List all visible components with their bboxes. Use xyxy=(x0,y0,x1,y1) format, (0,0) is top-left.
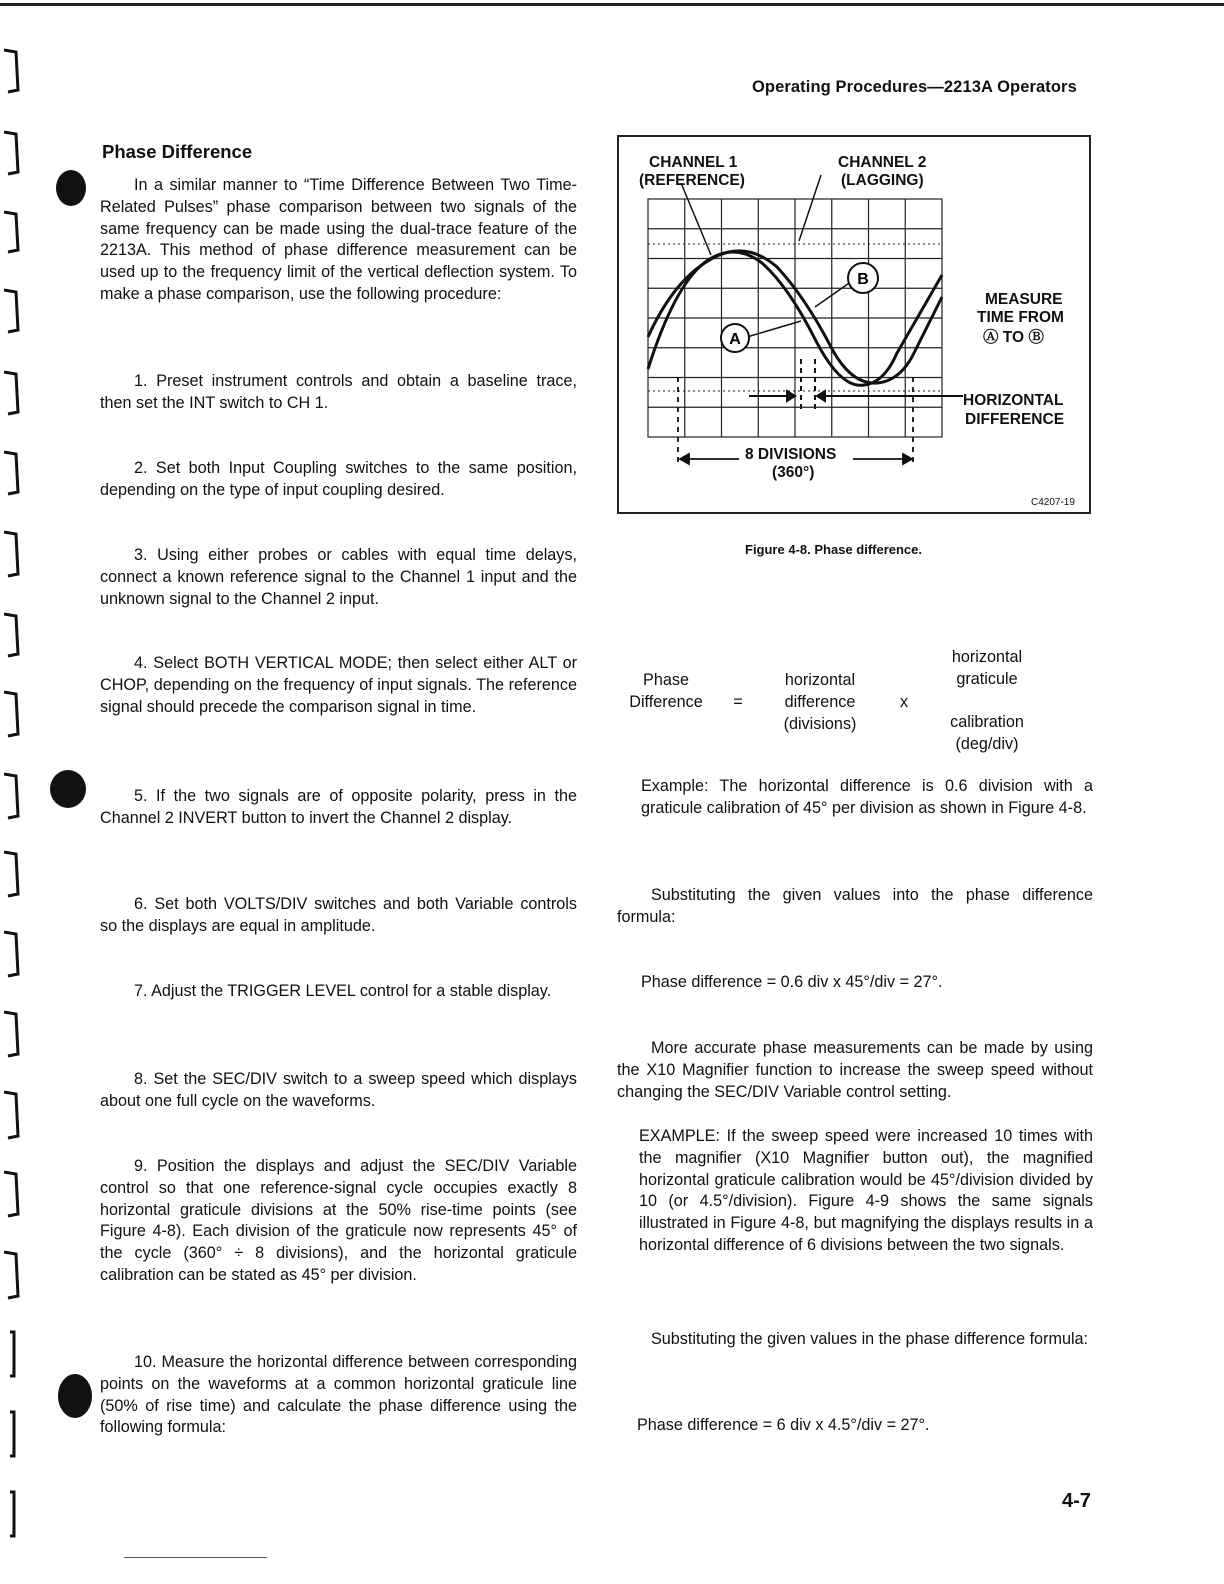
result-2: Phase difference = 6 div x 4.5°/div = 27°. xyxy=(637,1416,930,1434)
point-b-label: B xyxy=(857,271,869,288)
formula-term1 xyxy=(770,669,870,735)
formula-term1-line3: (divisions) xyxy=(783,715,857,733)
measure-line1: MEASURE xyxy=(985,291,1063,308)
formula-lhs xyxy=(620,669,712,713)
formula-lhs-line2: Difference xyxy=(629,693,703,711)
formula-term2-line4: (deg/div) xyxy=(955,735,1019,753)
binder-brackets-icon xyxy=(0,0,40,1584)
result-1: Phase difference = 0.6 div x 45°/div = 27°. xyxy=(641,973,943,991)
substitution-paragraph-2: Substituting the given values in the phase difference formula: xyxy=(651,1330,1089,1348)
step-5: 5. If the two signals are of opposite polarity, press in the Channel 2 INVERT button to invert the Channel 2 display. xyxy=(100,787,577,827)
ch2-label-line1: CHANNEL 2 xyxy=(838,154,927,171)
ch1-label-line2: (REFERENCE) xyxy=(639,172,745,189)
step-3: 3. Using either probes or cables with equal time delays, connect a known reference signal to the Channel 1 input and the unknown signal to the Channel 2 input. xyxy=(100,546,577,608)
figure-4-8 xyxy=(617,135,1091,514)
punch-hole xyxy=(56,170,86,206)
example-paragraph: Example: The horizontal difference is 0.6 division with a graticule calibration of 45° per division as shown in Figure 4-8. xyxy=(641,777,1093,817)
step-9: 9. Position the displays and adjust the SEC/DIV Variable control so that one reference-signal cycle occupies exactly 8 horizontal graticule divisions at the 50% rise-time points (see Figure 4-8). Each division of the graticule now represents 45° of the cycle (360° ÷ 8 divisions), and the horizontal graticule calibration can be stated as 45° per division. xyxy=(100,1157,577,1284)
formula-times: x xyxy=(899,693,909,711)
magnifier-paragraph: More accurate phase measurements can be made by using the X10 Magnifier function to increase the sweep speed without changing the SEC/DIV Variable control setting. xyxy=(617,1039,1093,1101)
divisions-line2: (360°) xyxy=(772,464,815,481)
step-2: 2. Set both Input Coupling switches to the same position, depending on the type of input coupling desired. xyxy=(100,459,577,499)
formula-term1-line1: horizontal xyxy=(784,671,856,689)
figure-code: C4207-19 xyxy=(1031,497,1075,508)
magnifier-example: EXAMPLE: If the sweep speed were increased 10 times with the magnifier (X10 Magnifier button out), the magnified horizontal graticule calibration would be 45°/division divided by 10 (or 4.5°/division). Figure 4-9 shows the same signals illustrated in Figure 4-8, but magnifying the displays results in a horizontal difference of 6 divisions between the two signals. xyxy=(639,1127,1093,1254)
step-6: 6. Set both VOLTS/DIV switches and both Variable controls so the displays are equal in amplitude. xyxy=(100,895,577,935)
formula-term2-line2: graticule xyxy=(956,670,1018,688)
formula-equals: = xyxy=(733,693,743,711)
hdiff-line2: DIFFERENCE xyxy=(965,411,1065,428)
formula-term2-line3: calibration xyxy=(950,713,1024,731)
formula-term2 xyxy=(934,646,1040,755)
divisions-line1: 8 DIVISIONS xyxy=(745,446,837,463)
formula-lhs-line1: Phase xyxy=(643,671,689,689)
running-header: Operating Procedures—2213A Operators xyxy=(752,78,1077,96)
phase-difference-diagram xyxy=(619,137,1089,512)
step-1: 1. Preset instrument controls and obtain a baseline trace, then set the INT switch to CH 1. xyxy=(100,372,577,412)
top-rule xyxy=(0,0,1224,10)
section-title: Phase Difference xyxy=(102,141,253,162)
ch1-label-line1: CHANNEL 1 xyxy=(649,154,738,171)
hdiff-line1: HORIZONTAL xyxy=(963,392,1064,409)
intro-paragraph: In a similar manner to “Time Difference Between Two Time-Related Pulses” phase comparison between two signals of the same frequency can be made using the dual-trace feature of the 2213A. This method of phase difference measurement can be used up to the frequency limit of the vertical deflection system. To make a phase comparison, use the following procedure: xyxy=(100,176,577,303)
ch2-label-line2: (LAGGING) xyxy=(841,172,924,189)
step-4: 4. Select BOTH VERTICAL MODE; then select either ALT or CHOP, depending on the frequency of input signals. The reference signal should precede the comparison signal in time. xyxy=(100,654,577,716)
page-number: 4-7 xyxy=(1062,1490,1091,1512)
measure-line3: Ⓐ TO Ⓑ xyxy=(983,329,1044,346)
footer-rule xyxy=(124,1557,267,1558)
punch-hole xyxy=(58,1374,92,1418)
measure-line2: TIME FROM xyxy=(977,309,1064,326)
step-7: 7. Adjust the TRIGGER LEVEL control for a stable display. xyxy=(134,982,552,1000)
figure-caption: Figure 4-8. Phase difference. xyxy=(745,542,923,557)
formula-term1-line2: difference xyxy=(784,693,856,711)
substitution-paragraph-1: Substituting the given values into the phase difference formula: xyxy=(617,886,1093,926)
point-a-label: A xyxy=(729,331,741,348)
step-8: 8. Set the SEC/DIV switch to a sweep speed which displays about one full cycle on the waveforms. xyxy=(100,1070,577,1110)
formula-term2-line1: horizontal xyxy=(951,648,1023,666)
step-10: 10. Measure the horizontal difference between corresponding points on the waveforms at a common horizontal graticule line (50% of rise time) and calculate the phase difference using the following formula: xyxy=(100,1353,577,1437)
punch-hole xyxy=(50,770,86,808)
